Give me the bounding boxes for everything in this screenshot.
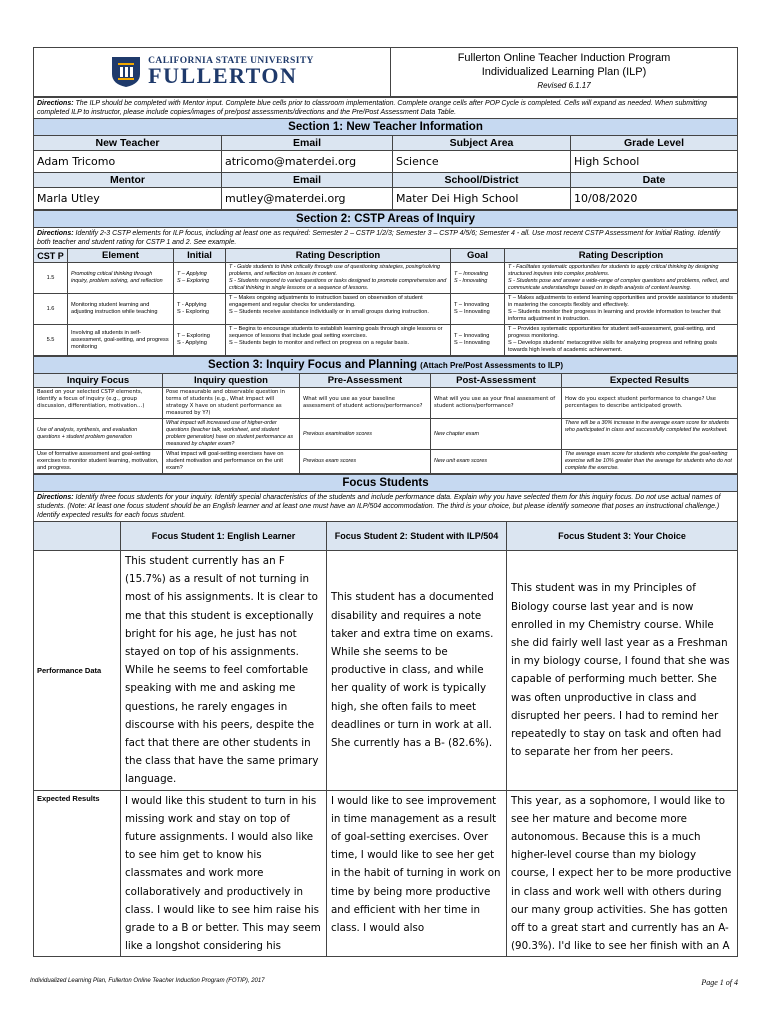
header-subject-area: Subject Area (393, 136, 571, 151)
mentor-name: Marla Utley (34, 188, 222, 210)
focus-directions: Directions: Identify three focus students for your inquiry. Identify special characteristics of the students and include performance data. Explain why you have selected them for this inquiry focus. Do not use actual names of students. (Note: At least one focus student should be an English learner and at least one must have an ILP/504 accommodation. The third is your choice, but please identify someone that poses an instructional challenge.) Identify expected results for each focus student. (34, 492, 738, 522)
student3-performance: This student was in my Principles of Biology course last year and is now enrolled in my Chemistry course. While she did fairly well last year as a Freshman in my biology course, I found that she was capable of performing much better. She was often unproductive in class and disrupted her peers. I had to remind her repeatedly to stay on task and often had to separate her from her peers. (507, 551, 738, 791)
grade-level: High School (571, 151, 738, 173)
header-focus-student-1: Focus Student 1: English Learner (121, 522, 327, 551)
blank-header-cell (34, 522, 121, 551)
subject-area: Science (393, 151, 571, 173)
university-system-name: CALIFORNIA STATE UNIVERSITY (148, 56, 314, 66)
directions-main: Directions: The ILP should be completed with Mentor input. Complete blue cells prior to classroom implementation. Complete orange cells after POP Cycle is completed. Cells will expand as needed. When submitting completed ILP to instructor, please include copies/images of pre/post assessments/directions and the Pre/Post Assessment Data Table. (34, 98, 738, 119)
example-row: Use of analysis, synthesis, and evaluation questions + student problem generation What impact will increased use of higher-order questions (teacher talk, worksheet, and student problem generation) have on student performance as measured by chapter exam? Previous examination scores New chapter exam There will be a 30% increase in the average exam score for students who participated in class and successfully completed the worksheet. (34, 419, 738, 450)
logo-cell (34, 48, 391, 97)
university-name: FULLERTON (148, 63, 298, 88)
teacher-email: atricomo@materdei.org (222, 151, 393, 173)
header-rating-description: Rating Description (226, 249, 451, 263)
section3-table (33, 356, 738, 474)
revision-date: Revised 6.1.17 (537, 81, 591, 90)
focus-students-table (33, 474, 738, 957)
section2-table (33, 210, 738, 356)
page-number: Page 1 of 4 (701, 978, 738, 987)
student1-expected: I would like this student to turn in his missing work and stay on top of future assignments. I would also like to see him get to know his classmates and work more collaboratively and productively in class. I would like to see him raise his grade to a B or better. This may seem like a longshot considering his (121, 790, 327, 957)
header-table (33, 47, 738, 97)
header-inquiry-focus: Inquiry Focus (34, 374, 163, 388)
header-cstp: CST P (34, 249, 68, 263)
section2-directions: Directions: Identify 2-3 CSTP elements for ILP focus, including at least one as required: Semester 2 – CSTP 1/2/3; Semester 3 – CSTP 4/5/6; Semester 4 - all. Use most recent CSTP Assessment for Initial Rating. Identify both teacher and student rating for CSTP 1 and 2. See example. (34, 228, 738, 249)
header-post-assessment: Post-Assessment (431, 374, 562, 388)
teacher-name: Adam Tricomo (34, 151, 222, 173)
expected-results-row (34, 790, 738, 957)
header-goal-rating-description: Rating Description (505, 249, 738, 263)
header-new-teacher: New Teacher (34, 136, 222, 151)
header-date: Date (571, 173, 738, 188)
student2-expected: I would like to see improvement in time management as a result of goal-setting exercises. Over time, I would like to see her get in the habit of turning in work on time by being more productive and efficient with her time in class. I would also (327, 790, 507, 957)
cstp-row: 1.5 Promoting critical thinking through inquiry, problem solving, and reflection T – Applying S – Exploring T - Guide students to think critically through use of questioning strategies, posing/solving problems, and reflection on issues in content. S - Students respond to varied questions or tasks designed to promote comprehension and critical thinking in single lessons or a sequence of lessons. T – Innovating S - Innovating T - Facilitates systematic opportunities for students to apply critical thinking by designing structured inquires into complex problems. S - Students pose and answer a wide-range of complex questions and problems, reflect, and communicate understandings based on in depth analysis of content learning. (34, 263, 738, 294)
performance-data-row (34, 551, 738, 791)
header-goal: Goal (451, 249, 505, 263)
page-footer (30, 978, 738, 987)
header-email: Email (222, 136, 393, 151)
ilp-document (33, 47, 737, 957)
section1-table (33, 97, 738, 210)
expected-results-label: Expected Results (34, 790, 121, 957)
header-element: Element (68, 249, 174, 263)
prompt-row: Based on your selected CSTP elements, identify a focus of inquiry (e.g., group discussion, differentiation, motivation…) Pose measurable and observable question in terms of students (e.g., What impact will strategy X have on student performance as measured by Y?) What will you use as your baseline assessment of student actions/performance? What will you use as your final assessment of student actions/performance? How do you expect student performance to change? Use percentages to describe anticipated growth. (34, 388, 738, 419)
header-school-district: School/District (393, 173, 571, 188)
focus-students-title: Focus Students (34, 475, 738, 492)
student2-performance: This student has a documented disability and requires a note taker and extra time on exams. While she seems to be productive in class, and while her quality of work is typically high, she often fails to meet deadlines or turn in work at all. She currently has a B- (82.6%). (327, 551, 507, 791)
section2-title: Section 2: CSTP Areas of Inquiry (34, 211, 738, 228)
header-mentor-email: Email (222, 173, 393, 188)
student3-expected: This year, as a sophomore, I would like to see her mature and become more autonomous. Because this is a much higher-level course than my biology course, I expect her to be more productive in class and work well with others during our many group activities. She has gotten off to a great start and currently has an A- (90.3%). I'd like to see her finish with an A (507, 790, 738, 957)
cstp-row: 1.6 Monitoring student learning and adjusting instruction while teaching T - Applying S - Exploring T – Makes ongoing adjustments to instruction based on observation of student engagement and regular checks for understanding. S – Students receive assistance individually or in small groups during instruction. T – Innovating S – Innovating T – Makes adjustments to extend learning opportunities and provide assistance to students in mastering the concepts flexibly and effectively. S – Students monitor their progress in learning and provide information to teacher that informs adjustment in instruction. (34, 294, 738, 325)
university-seal-icon (110, 54, 142, 88)
header-focus-student-2: Focus Student 2: Student with ILP/504 (327, 522, 507, 551)
header-inquiry-question: Inquiry question (163, 374, 300, 388)
example-row: Use of formative assessment and goal-setting exercises to monitor student learning, motivation, and progress. What impact will goal-setting exercises have on student motivation and performance on the unit exam? Previous exam scores New unit exam scores The average exam score for students who complete the goal-setting exercise will be 10% greater than the average for students who do not complete the exercise. (34, 450, 738, 474)
header-focus-student-3: Focus Student 3: Your Choice (507, 522, 738, 551)
program-name: Fullerton Online Teacher Induction Program (457, 52, 671, 64)
section1-title: Section 1: New Teacher Information (34, 119, 738, 136)
header-expected-results: Expected Results (562, 374, 738, 388)
header-mentor: Mentor (34, 173, 222, 188)
school-district: Mater Dei High School (393, 188, 571, 210)
section3-title: Section 3: Inquiry Focus and Planning (Attach Pre/Post Assessments to ILP) (34, 357, 738, 374)
date-value: 10/08/2020 (571, 188, 738, 210)
header-grade-level: Grade Level (571, 136, 738, 151)
footer-text: Individualized Learning Plan, Fullerton Online Teacher Induction Program (FOTIP), 2017 (30, 978, 265, 984)
title-cell (391, 48, 738, 97)
plan-title: Individualized Learning Plan (ILP) (481, 66, 647, 78)
student1-performance: This student currently has an F (15.7%) as a result of not turning in most of his assignments. It is clear to me that this student is exceptionally bright for his age, he just has not stayed on top of his assignments. While he seems to feel comfortable speaking with me and asking me questions, he rarely engages in discourse with his peers, despite the fact that there are other students in the class that have the same primary language. (121, 551, 327, 791)
header-initial: Initial (174, 249, 226, 263)
performance-data-label: Performance Data (34, 551, 121, 791)
mentor-email: mutley@materdei.org (222, 188, 393, 210)
header-pre-assessment: Pre-Assessment (300, 374, 431, 388)
cstp-row: 5.5 Involving all students in self-assessment, goal-setting, and progress monitoring T – Exploring S - Applying T – Begins to encourage students to establish learning goals through single lessons or sequence of lessons that include goal setting exercises. S – Students begin to monitor and reflect on progress on a regular basis. T – Innovating S – Innovating T – Provides systematic opportunities for student self-assessment, goal-setting, and progress monitoring. S – Develops students' metacognitive skills for analyzing progress and refining goals towards high levels of academic achievement. (34, 325, 738, 356)
